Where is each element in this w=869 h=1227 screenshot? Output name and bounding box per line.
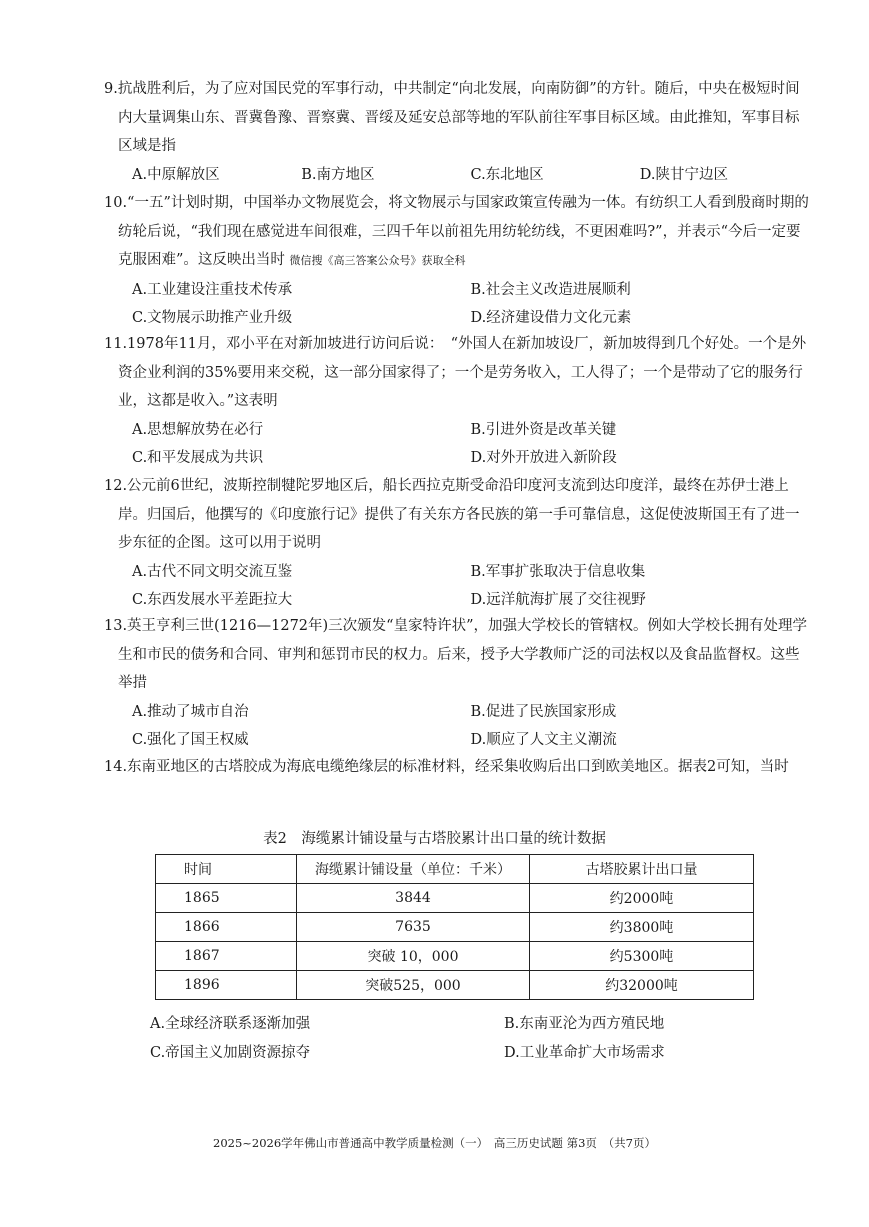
question-9 [104, 75, 809, 189]
options [104, 276, 809, 333]
option-a: A.古代不同文明交流互鉴 [132, 563, 293, 580]
question-stem-text: 10.“一五”计划时期，中国举办文物展览会，将文物展示与国家政策宣传融为一体。有纺织工人看到殷商时期的纺轮后说，“我们现在感觉进车间很难，三四千年以前祖先用纺轮纺线，不更困难吗?”，并表示“今后一定要克服困难”。这反映出当时 [104, 195, 809, 268]
options [104, 161, 809, 190]
option-a: A.全球经济联系逐渐加强 [150, 1016, 311, 1032]
option-b: B.南方地区 [301, 166, 375, 183]
table-row [156, 913, 754, 942]
question-11 [104, 330, 809, 473]
table-row [156, 971, 754, 1000]
table-header-row [156, 855, 754, 884]
cell-cable: 3844 [297, 884, 530, 913]
option-c: C.和平发展成为共识 [132, 450, 264, 466]
question-14-options [122, 1010, 812, 1067]
option-d: D.对外开放进入新阶段 [470, 450, 617, 466]
question-stem: 11.1978年11月，邓小平在对新加坡进行访问后说： “外国人在新加坡设厂，新加坡得到几个好处。一个是外资企业利润的35%要用来交税，这一部分国家得了；一个是劳务收入，工人得了；一个是带动了它的服务行业，这都是收入。”这表明 [104, 336, 807, 409]
cell-cable: 突破 10，000 [297, 942, 530, 971]
option-b: B.东南亚沦为西方殖民地 [504, 1016, 665, 1032]
options [104, 698, 809, 755]
option-d: D.工业革命扩大市场需求 [504, 1044, 665, 1061]
cell-cable: 突破525，000 [297, 971, 530, 1000]
question-stem: 12.公元前6世纪，波斯控制犍陀罗地区后，船长西拉克斯受命沿印度河支流到达印度洋，最终在苏伊士港上岸。归国后，他撰写的《印度旅行记》提供了有关东方各民族的第一手可靠信息，这促使波斯国王有了进一步东征的企图。这可以用于说明 [104, 478, 800, 551]
cell-year: 1896 [156, 971, 297, 1000]
option-a: A.推动了城市自治 [132, 703, 249, 720]
option-c: C.东西发展水平差距拉大 [132, 592, 293, 608]
header-gutta-percha-export: 古塔胶累计出口量 [530, 855, 754, 884]
table-row [156, 942, 754, 971]
header-time: 时间 [156, 855, 297, 884]
option-a: A.工业建设注重技术传承 [132, 281, 293, 298]
option-c: C.强化了国王权威 [132, 732, 249, 748]
option-c: C.文物展示助推产业升级 [132, 310, 293, 326]
cell-year: 1865 [156, 884, 297, 913]
page-footer: 2025~2026学年佛山市普通高中教学质量检测（一） 高三历史试题 第3页 （共7页） [213, 1136, 656, 1150]
option-d: D.远洋航海扩展了交往视野 [470, 592, 646, 608]
watermark-note: 微信搜《高三答案公众号》获取全科 [289, 254, 466, 267]
option-b: B.军事扩张取决于信息收集 [470, 563, 646, 580]
table-caption: 表2 海缆累计铺设量与古塔胶累计出口量的统计数据 [263, 831, 606, 847]
options [104, 416, 809, 473]
statistics-table [155, 854, 754, 1000]
question-10 [104, 189, 809, 333]
table-row [156, 884, 754, 913]
cell-year: 1867 [156, 942, 297, 971]
question-14 [104, 752, 809, 783]
option-a: A.中原解放区 [132, 166, 220, 183]
cell-export: 约3800吨 [530, 913, 754, 942]
option-b: B.社会主义改造进展顺利 [470, 281, 631, 298]
question-stem [104, 189, 809, 276]
option-c: C.东北地区 [470, 166, 544, 183]
header-cable-length: 海缆累计铺设量（单位：千米） [297, 855, 530, 884]
option-b: B.促进了民族国家形成 [470, 703, 617, 720]
cell-export: 约5300吨 [530, 942, 754, 971]
options [122, 1010, 812, 1067]
cell-year: 1866 [156, 913, 297, 942]
cell-cable: 7635 [297, 913, 530, 942]
option-d: D.陕甘宁边区 [639, 166, 728, 183]
options [104, 558, 809, 615]
question-stem: 9.抗战胜利后，为了应对国民党的军事行动，中共制定“向北发展，向南防御”的方针。随后，中央在极短时间内大量调集山东、晋冀鲁豫、晋察冀、晋绥及延安总部等地的军队前往军事目标区域。由此推知，军事目标区域是指 [104, 81, 800, 154]
option-c: C.帝国主义加剧资源掠夺 [150, 1044, 311, 1061]
question-12 [104, 472, 809, 615]
option-b: B.引进外资是改革关键 [470, 421, 617, 438]
option-d: D.经济建设借力文化元素 [470, 310, 632, 326]
question-stem: 13.英王亨利三世(1216—1272年)三次颁发“皇家特许状”，加强大学校长的管辖权。例如大学校长拥有处理学生和市民的债务和合同、审判和惩罚市民的权力。后来，授予大学教师广泛的司法权以及食品监督权。这些举措 [104, 618, 807, 691]
cell-export: 约2000吨 [530, 884, 754, 913]
option-d: D.顺应了人文主义潮流 [470, 732, 617, 748]
question-stem: 14.东南亚地区的古塔胶成为海底电缆绝缘层的标准材料，经采集收购后出口到欧美地区。据表2可知，当时 [104, 759, 789, 775]
option-a: A.思想解放势在必行 [132, 421, 264, 438]
cell-export: 约32000吨 [530, 971, 754, 1000]
question-13 [104, 612, 809, 755]
